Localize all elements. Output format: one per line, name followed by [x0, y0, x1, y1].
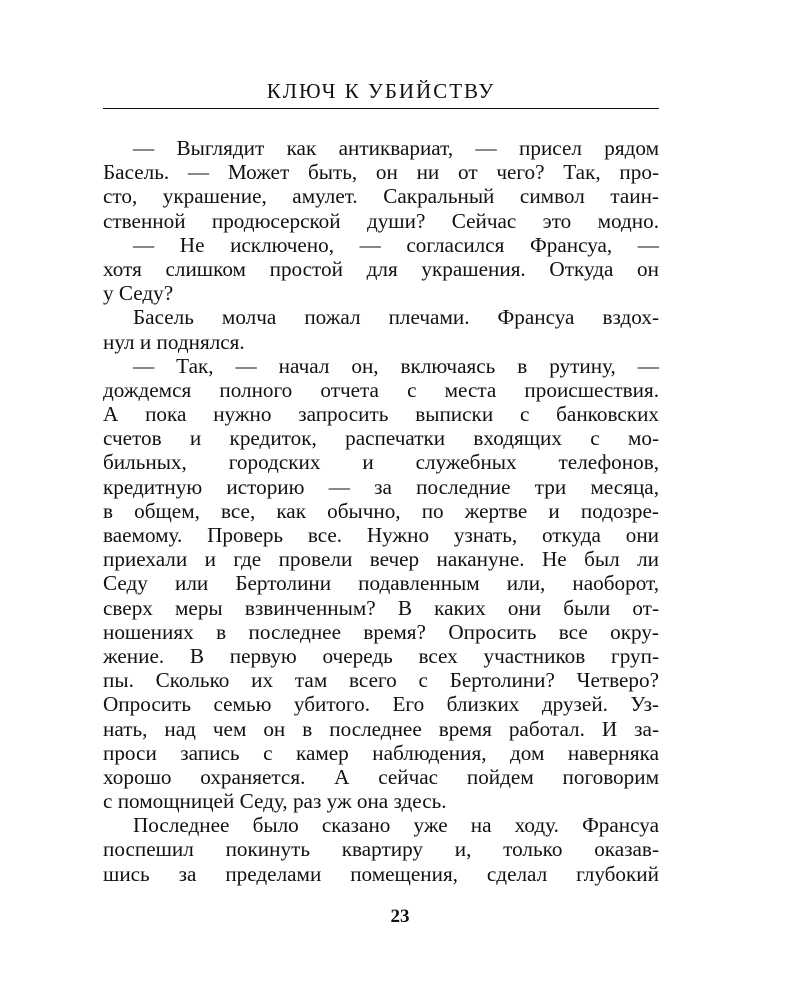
text-line: поспешил покинуть квартиру и, только оказав-	[103, 837, 659, 862]
text-line: пы. Сколько их там всего с Бертолини? Четверо?	[103, 668, 659, 693]
text-line: Седу или Бертолини подавленным или, наоборот,	[103, 571, 659, 596]
header-rule	[103, 108, 659, 109]
body-text	[103, 136, 659, 886]
text-line: проси запись с камер наблюдения, дом наверняка	[103, 740, 659, 765]
text-line: сверх меры взвинченным? В каких они были от-	[103, 595, 659, 620]
text-line: кредитную историю — за последние три месяца,	[103, 474, 659, 499]
text-line: с помощницей Седу, раз уж она здесь.	[103, 789, 447, 814]
text-line: дождемся полного отчета с места происшествия.	[103, 377, 659, 402]
page-number: 23	[390, 906, 410, 927]
text-line: Опросить семью убитого. Его близких друзей. Уз-	[103, 692, 659, 717]
text-line: хорошо охраняется. А сейчас пойдем поговорим	[103, 764, 659, 789]
text-line: ваемому. Проверь все. Нужно узнать, откуда они	[103, 523, 659, 547]
text-line: — Выглядит как антиквариат, — присел рядом	[133, 136, 659, 160]
text-line: счетов и кредиток, распечатки входящих с мо-	[103, 426, 659, 451]
text-line: ственной продюсерской души? Сейчас это модно.	[103, 208, 659, 233]
text-line: у Седу?	[103, 281, 174, 306]
text-line: Последнее было сказано уже на ходу. Франсуа	[133, 813, 659, 838]
text-line: нать, над чем он в последнее время работал. И за-	[103, 716, 659, 741]
text-line: жение. В первую очередь всех участников груп-	[103, 643, 659, 668]
text-line: приехали и где провели вечер накануне. Не был ли	[103, 547, 659, 572]
running-header-title: КЛЮЧ К УБИЙСТВУ	[266, 79, 496, 103]
text-line: в общем, все, как обычно, по жертве и подозре-	[103, 498, 659, 523]
text-line: шись за пределами помещения, сделал глубокий	[103, 861, 659, 886]
text-line: ношениях в последнее время? Опросить все окру-	[103, 619, 659, 644]
text-line: Басель молча пожал плечами. Франсуа вздох-	[133, 305, 659, 330]
text-line: бильных, городских и служебных телефонов,	[103, 450, 659, 475]
text-line: нул и поднялся.	[103, 329, 245, 354]
text-line: Басель. — Может быть, он ни от чего? Так, про-	[103, 160, 659, 185]
text-line: — Так, — начал он, включаясь в рутину, —	[133, 353, 659, 378]
text-line: сто, украшение, амулет. Сакральный символ таин-	[103, 184, 659, 209]
text-line: хотя слишком простой для украшения. Откуда он	[103, 256, 659, 281]
text-line: А пока нужно запросить выписки с банковских	[103, 402, 659, 427]
text-line: — Не исключено, — согласился Франсуа, —	[133, 232, 659, 257]
